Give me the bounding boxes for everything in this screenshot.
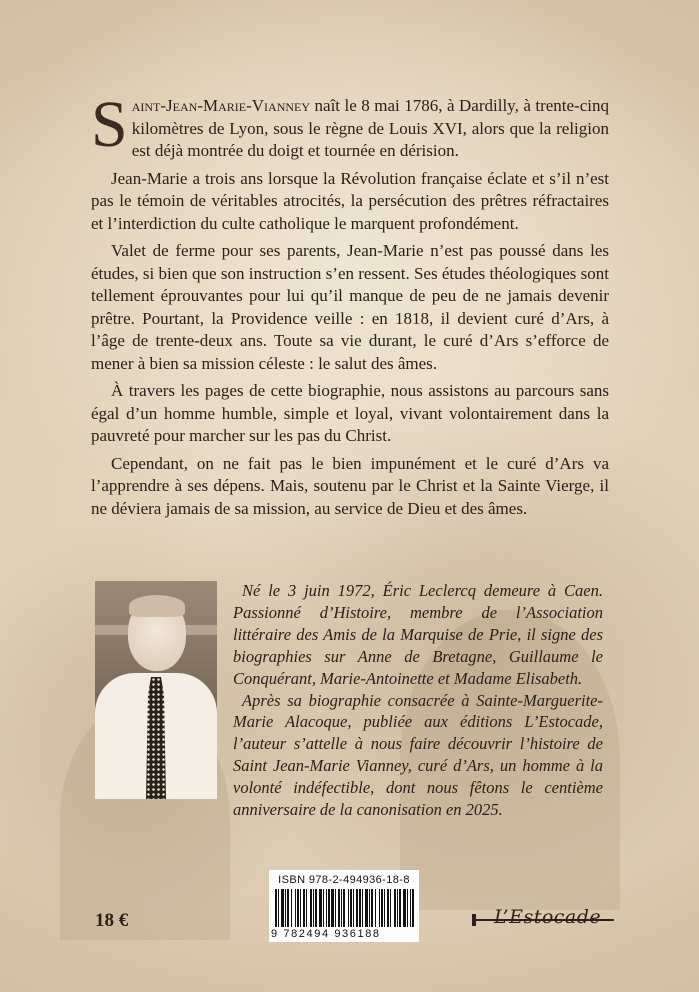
barcode-bar bbox=[278, 889, 279, 927]
barcode-bar bbox=[287, 889, 289, 927]
barcode-bar bbox=[297, 889, 299, 927]
summary-paragraph-3: Valet de ferme pour ses parents, Jean-Marie n’est pas poussé dans les études, si bien que son instruction s’en ressent. Ses études théologiques sont tellement éprouvantes pour lui qu’il manque de peu de ne jamais devenir prêtre. Pourtant, la Providence veille : en 1818, il devient curé d’Ars, à l’âge de trente-deux ans. Toute sa vie durant, le curé d’Ars s’efforce de mener à bien sa mission céleste : le salut des âmes. bbox=[91, 241, 609, 373]
back-cover-summary bbox=[91, 88, 609, 525]
barcode-bar bbox=[375, 889, 376, 927]
summary-paragraph-5: Cependant, on ne fait pas le bien impunément et le curé d’Ars va l’apprendre à ses dépens. Mais, soutenu par le Christ et la Sainte Vierge, il ne déviera jamais de sa mission, au service de Dieu et des âmes. bbox=[91, 453, 609, 518]
barcode-bar bbox=[328, 889, 330, 927]
barcode-bar bbox=[350, 889, 352, 927]
price: 18 € bbox=[95, 910, 129, 931]
barcode-bar bbox=[356, 889, 358, 927]
author-bio-paragraph-2: Après sa biographie consacrée à Sainte-Marguerite-Marie Alacoque, publiée aux éditions L’Estocade, l’auteur s’attelle à nous faire découvrir l’histoire de Saint Jean-Marie Vianney, curé d’Ars, un homme à la volonté indéfectible, dont nous fêtons le centième anniversaire de la canonisation en 2025. bbox=[233, 690, 603, 820]
barcode-bar bbox=[310, 889, 312, 927]
publisher-name: L’Estocade bbox=[494, 906, 602, 928]
barcode-bar bbox=[381, 889, 383, 927]
barcode-bar bbox=[379, 889, 380, 927]
barcode-bar bbox=[348, 889, 349, 927]
summary-paragraph-4: À travers les pages de cette biographie, nous assistons au parcours sans égal d’un homme humble, simple et loyal, vivant volontairement dans la pauvreté pour marcher sur les pas du Christ. bbox=[91, 381, 609, 445]
barcode-bar bbox=[326, 889, 327, 927]
barcode-bars bbox=[273, 889, 415, 927]
summary-paragraph-2: Jean-Marie a trois ans lorsque la Révolution française éclate et s’il n’est pas le témoin de véritables atrocités, la persécution des prêtres réfractaires et l’interdiction du culte catholique le marquent profondément. bbox=[91, 168, 609, 233]
barcode-bar bbox=[285, 889, 286, 927]
isbn-barcode bbox=[269, 870, 419, 942]
isbn-digits: 9 782494 936188 bbox=[271, 928, 381, 940]
barcode-bar bbox=[359, 889, 361, 927]
barcode-bar bbox=[315, 889, 317, 927]
barcode-bar bbox=[281, 889, 284, 927]
barcode-bar bbox=[403, 889, 406, 927]
saint-name: aint-Jean-Marie-Vianney bbox=[131, 96, 311, 115]
barcode-bar bbox=[387, 889, 389, 927]
summary-paragraph-1 bbox=[91, 88, 609, 163]
barcode-bar bbox=[390, 889, 391, 927]
barcode-bar bbox=[295, 889, 296, 927]
barcode-bar bbox=[343, 889, 345, 927]
barcode-bar bbox=[407, 889, 408, 927]
barcode-bar bbox=[371, 889, 373, 927]
barcode-bar bbox=[410, 889, 411, 927]
barcode-bar bbox=[306, 889, 307, 927]
barcode-bar bbox=[353, 889, 354, 927]
barcode-bar bbox=[291, 889, 292, 927]
barcode-bar bbox=[335, 889, 336, 927]
photo-hair bbox=[129, 595, 185, 617]
isbn-label: ISBN 978-2-494936-18-8 bbox=[278, 874, 410, 886]
barcode-bar bbox=[300, 889, 301, 927]
author-photo bbox=[95, 581, 217, 799]
barcode-bar bbox=[362, 889, 363, 927]
barcode-bar bbox=[397, 889, 398, 927]
barcode-bar bbox=[331, 889, 334, 927]
barcode-bar bbox=[341, 889, 342, 927]
barcode-bar bbox=[275, 889, 277, 927]
publisher-logo bbox=[470, 900, 620, 940]
barcode-bar bbox=[399, 889, 401, 927]
barcode-bar bbox=[369, 889, 370, 927]
barcode-bar bbox=[313, 889, 314, 927]
author-bio bbox=[233, 580, 603, 821]
barcode-bar bbox=[412, 889, 414, 927]
barcode-bar bbox=[394, 889, 396, 927]
barcode-bar bbox=[323, 889, 324, 927]
barcode-bar bbox=[319, 889, 322, 927]
photo-tie bbox=[146, 677, 166, 799]
barcode-bar bbox=[303, 889, 305, 927]
summary-paragraph-1-text: naît le 8 mai 1786, à Dardilly, à trente-cinq kilomètres de Lyon, sous le règne de Louis XVI, alors que la religion est déjà montrée du doigt et tournée en dérision. bbox=[131, 96, 609, 160]
drop-cap: S bbox=[91, 88, 128, 161]
author-bio-paragraph-1: Né le 3 juin 1972, Éric Leclercq demeure à Caen. Passionné d’Histoire, membre de l’Association littéraire des Amis de la Marquise de Prie, il signe des biographies sur Anne de Bretagne, Guillaume le Conquérant, Marie-Antoinette et Madame Elisabeth. bbox=[233, 581, 603, 688]
barcode-bar bbox=[338, 889, 340, 927]
sword-hilt-icon bbox=[472, 914, 476, 926]
barcode-bar bbox=[384, 889, 385, 927]
barcode-bar bbox=[365, 889, 368, 927]
